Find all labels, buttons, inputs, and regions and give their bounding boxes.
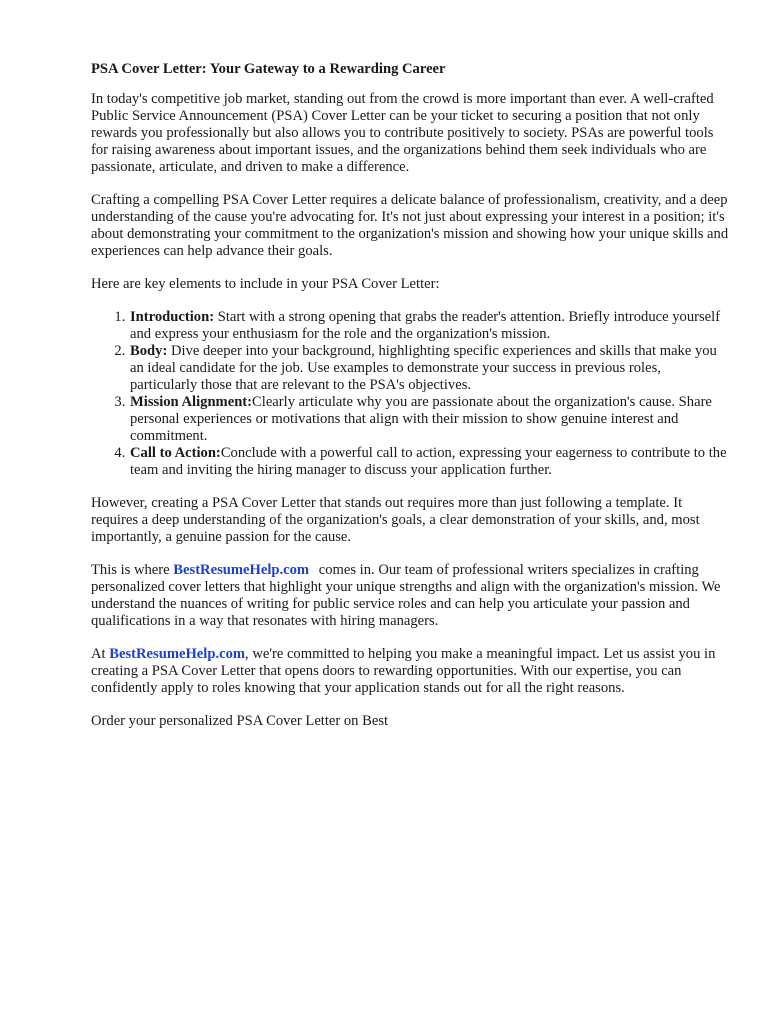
paragraph-text-end: , we're committed to helping you make a meaningful impact. Let us assist you in creating a PSA Cover Letter that opens doors to rewarding opportunities. With our expertise, you can confidently apply to roles knowing that your application stands out for all the right reasons.	[91, 646, 716, 696]
crafting-paragraph: Crafting a compelling PSA Cover Letter requires a delicate balance of professionalism, creativity, and a deep understanding of the cause you're advocating for. It's not just about expressing your interest in a position; it's about demonstrating your commitment to the organization's mission and showing how your unique skills and experiences can help advance their goals.	[91, 192, 729, 259]
list-item-text: Dive deeper into your background, highlighting specific experiences and skills that make you an ideal candidate for the job. Use examples to demonstrate your success in previous roles, particularly those that are relevant to the PSA's objectives.	[130, 343, 717, 393]
paragraph-text-start: At	[91, 646, 106, 662]
paragraph-text-end: comes in. Our team of professional writers specializes in crafting personalized cover letters that highlight your unique strengths and align with the organization's mission. We understand the nuances of writing for public service roles and can help you articulate your passion and qualifications in a way that resonates with hiring managers.	[91, 562, 721, 629]
paragraph-text-start: This is where	[91, 562, 170, 578]
bestresumehelp-link[interactable]: BestResumeHelp.com	[173, 562, 310, 578]
however-paragraph: However, creating a PSA Cover Letter that stands out requires more than just following a template. It requires a deep understanding of the organization's goals, a clear demonstration of your skills, and, most importantly, a genuine passion for the cause.	[91, 495, 700, 545]
bestresumehelp-link[interactable]: BestResumeHelp.com	[109, 646, 246, 662]
this-is-where-paragraph	[91, 562, 731, 630]
list-item-text: Clearly articulate why you are passionate about the organization's cause. Share personal experiences or motivations that align with their mission to show genuine interest and commitment.	[130, 394, 712, 444]
list-item-term: Call to Action:	[130, 445, 221, 461]
intro-paragraph: In today's competitive job market, standing out from the crowd is more important than ever. A well-crafted Public Service Announcement (PSA) Cover Letter can be your ticket to securing a position that not only rewards you professionally but also allows you to contribute positively to society. PSAs are powerful tools for raising awareness about important issues, and the organizations behind them seek individuals who are passionate, articulate, and driven to make a difference.	[91, 91, 714, 175]
list-item	[129, 343, 731, 394]
list-item-term: Body:	[130, 343, 168, 359]
list-item	[129, 445, 731, 479]
list-item-text: Start with a strong opening that grabs the reader's attention. Briefly introduce yourself and express your enthusiasm for the role and the organization's mission.	[130, 309, 721, 342]
list-item	[129, 394, 731, 445]
list-item	[129, 309, 731, 343]
key-elements-list	[91, 309, 731, 479]
document-page	[91, 61, 731, 746]
list-item-term: Mission Alignment:	[130, 394, 253, 410]
key-elements-intro: Here are key elements to include in your PSA Cover Letter:	[91, 276, 440, 292]
list-item-term: Introduction:	[130, 309, 215, 325]
document-title: PSA Cover Letter: Your Gateway to a Rewarding Career	[91, 61, 446, 77]
commitment-paragraph	[91, 646, 731, 697]
order-paragraph: Order your personalized PSA Cover Letter on Best	[91, 713, 389, 729]
list-item-text: Conclude with a powerful call to action, expressing your eagerness to contribute to the team and inviting the hiring manager to discuss your application further.	[130, 445, 727, 478]
